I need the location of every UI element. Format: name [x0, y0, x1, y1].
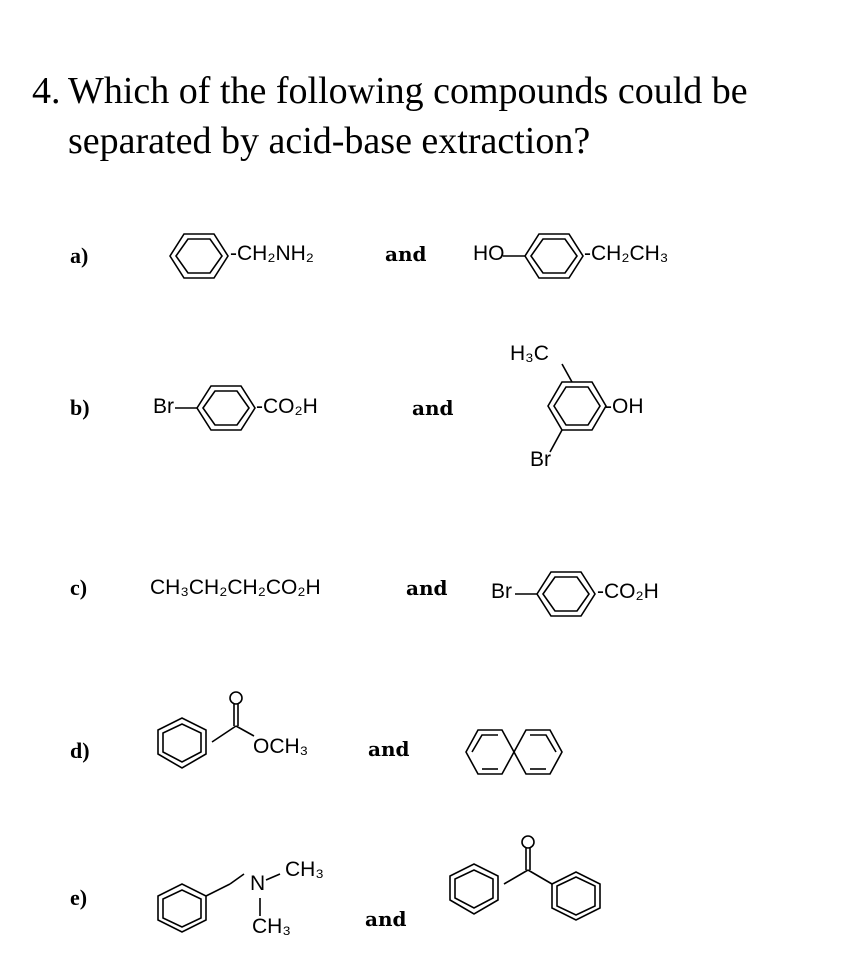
benzophenone-structure — [442, 830, 612, 940]
methyl-benzoate-structure — [150, 690, 270, 790]
option-e-and: and — [365, 907, 407, 931]
option-c-right-substituent: -CO₂H — [597, 580, 659, 603]
option-e-label: e) — [70, 885, 88, 910]
option-b-right-top: H₃C — [510, 342, 549, 365]
option-e-methyl-bottom: CH₃ — [252, 915, 291, 938]
option-c-and: and — [406, 576, 448, 600]
option-c-left-formula: CH₃CH₂CH₂CO₂H — [150, 576, 321, 599]
option-a-and: and — [385, 242, 427, 266]
option-b-left-substituent: -CO₂H — [256, 395, 318, 418]
option-b-and: and — [412, 396, 454, 420]
option-a-right-prefix: HO — [473, 242, 505, 265]
option-c-right-prefix: Br — [491, 580, 512, 603]
option-b-label: b) — [70, 395, 90, 420]
option-a-right-substituent: -CH₂CH₃ — [584, 242, 669, 265]
option-d-and: and — [368, 737, 410, 761]
option-e-nitrogen: N — [250, 872, 266, 895]
option-b-right-substituent: -OH — [605, 395, 644, 418]
option-b-right-bottom: Br — [530, 448, 551, 471]
naphthalene-structure — [462, 724, 582, 784]
question-text — [32, 66, 852, 166]
benzene-ring-a1 — [160, 228, 240, 284]
question-line-1: Which of the following compounds could be — [68, 70, 748, 112]
question-number: 4. — [32, 70, 61, 112]
option-c-label: c) — [70, 575, 88, 600]
option-d-left-substituent: OCH₃ — [253, 735, 309, 758]
question-line-2: separated by acid-base extraction? — [68, 120, 591, 162]
option-b-left-prefix: Br — [153, 395, 174, 418]
option-e-methyl-top: CH₃ — [285, 858, 324, 881]
option-d-label: d) — [70, 738, 90, 763]
option-a-label: a) — [70, 243, 89, 268]
option-a-left-substituent: -CH₂NH₂ — [230, 242, 314, 265]
